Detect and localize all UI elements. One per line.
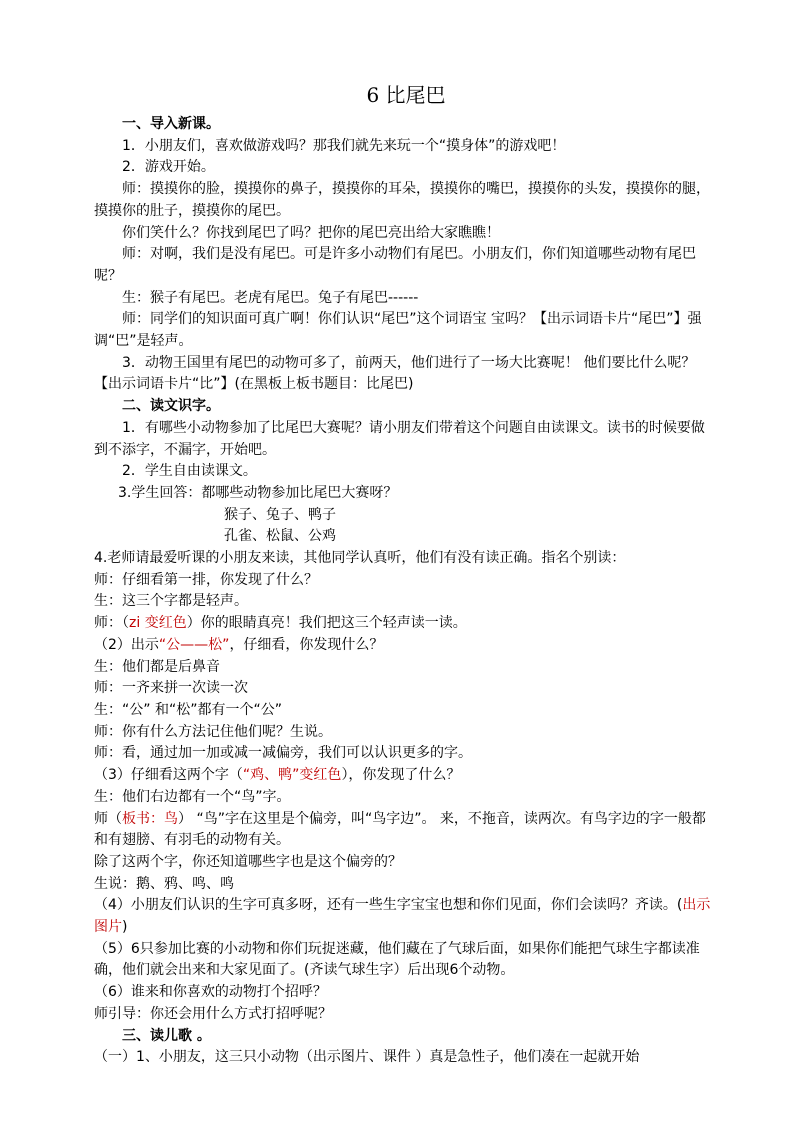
paragraph: 生：他们都是后鼻音 [94,658,220,675]
paragraph: 师：仔细看第一排，你发现了什么？ [94,571,318,588]
section-heading-1: 一、导入新课。 [122,116,220,132]
animal-list-2: 孔雀、松鼠、公鸡 [224,528,336,545]
paragraph: 师：对啊，我们是没有尾巴。可是许多小动物们有尾巴。小朋友们，你们知道哪些动物有尾巴呢？ [94,246,696,284]
paragraph: 1．小朋友们，喜欢做游戏吗？那我们就先来玩一个“摸身体”的游戏吧！ [122,137,566,154]
red-note: 出示图片 [94,897,711,936]
section-heading-2: 二、读文识字。 [122,398,220,415]
paragraph: 生：这三个字都是轻声。 [94,593,248,610]
paragraph: 师：摸摸你的脸，摸摸你的鼻子，摸摸你的耳朵，摸摸你的嘴巴，摸摸你的头发，摸摸你的腿，摸摸你的肚子，摸摸你的尾巴。 [94,181,710,219]
paragraph: （一）1、小朋友，这三只小动物（出示图片、课件 ）真是急性子，他们凑在一起就开始 [94,1049,640,1066]
paragraph: 生：“公” 和“松”都有一个“公” [94,701,282,718]
paragraph: 2．学生自由读课文。 [122,463,257,480]
paragraph: 生：他们右边都有一个“鸟”字。 [94,788,291,805]
red-note: “鸡、鸭”变红色 [242,767,342,784]
document-page [94,80,718,1069]
paragraph: 师：看，通过加一加或减一减偏旁，我们可以认识更多的字。 [94,745,472,762]
red-note: “公——松” [158,636,230,653]
paragraph: 2．游戏开始。 [122,159,215,176]
paragraph: 你们笑什么？你找到尾巴了吗？把你的尾巴亮出给大家瞧瞧！ [122,224,500,241]
paragraph: 生：猴子有尾巴。老虎有尾巴。兔子有尾巴------ [122,289,419,306]
paragraph: 师：你有什么方法记住他们呢？生说。 [94,723,332,740]
paragraph: 师：（zi 变红色）你的眼睛真亮！我们把这三个轻声读一读。 [94,615,467,632]
paragraph: 师（板书：鸟） “鸟”字在这里是个偏旁，叫“鸟字边”。 来，不拖音，读两次。有鸟字边的字一般都和有翅膀、有羽毛的动物有关。 [94,810,706,849]
paragraph: 3.学生回答：都哪些动物参加比尾巴大赛呀？ [118,484,398,501]
paragraph: 1．有哪些小动物参加了比尾巴大赛呢？请小朋友们带着这个问题自由读课文。读书的时候要做到不添字，不漏字，开始吧。 [94,419,705,458]
paragraph: 3．动物王国里有尾巴的动物可多了，前两天，他们进行了一场大比赛呢！ 他们要比什么呢？【出示词语卡片“比”】(在黑板上板书题目：比尾巴) [94,354,696,393]
red-note: zi 变红色 [129,615,187,632]
paragraph: （2）出示“公——松”，仔细看，你发现什么？ [94,636,384,653]
red-note: 板书：鸟 [122,810,178,827]
paragraph: 4.老师请最爱听课的小朋友来读，其他同学认真听，他们有没有读正确。指名个别读： [94,550,626,567]
paragraph: （6）谁来和你喜欢的动物打个招呼？ [94,984,327,1001]
section-heading-3: 三、读儿歌 。 [122,1027,211,1044]
paragraph: （4）小朋友们认识的生字可真多呀，还有一些生字宝宝也想和你们见面，你们会读吗？齐读。(出示图片) [94,897,711,936]
animal-list-1: 猴子、兔子、鸭子 [224,506,336,523]
paragraph: 师引导：你还会用什么方式打招呼呢？ [94,1005,332,1022]
paragraph: 师：一齐来拼一次读一次 [94,680,248,697]
paragraph: （5）6只参加比赛的小动物和你们玩捉迷藏，他们藏在了气球后面，如果你们能把气球生字都读准确，他们就会出来和大家见面了。(齐读气球生字）后出现6个动物。 [94,940,700,979]
paragraph: 师：同学们的知识面可真广啊！你们认识“尾巴”这个词语宝 宝吗？【出示词语卡片“尾巴”】强调“巴”是轻声。 [94,311,702,350]
paragraph: 除了这两个字，你还知道哪些字也是这个偏旁的？ [94,853,402,870]
paragraph: （3）仔细看这两个字（“鸡、鸭”变红色），你发现了什么？ [94,767,461,784]
paragraph: 生说：鹅、鸦、鸣、鸣 [94,875,234,892]
page-title: 6 比尾巴 [366,83,446,107]
